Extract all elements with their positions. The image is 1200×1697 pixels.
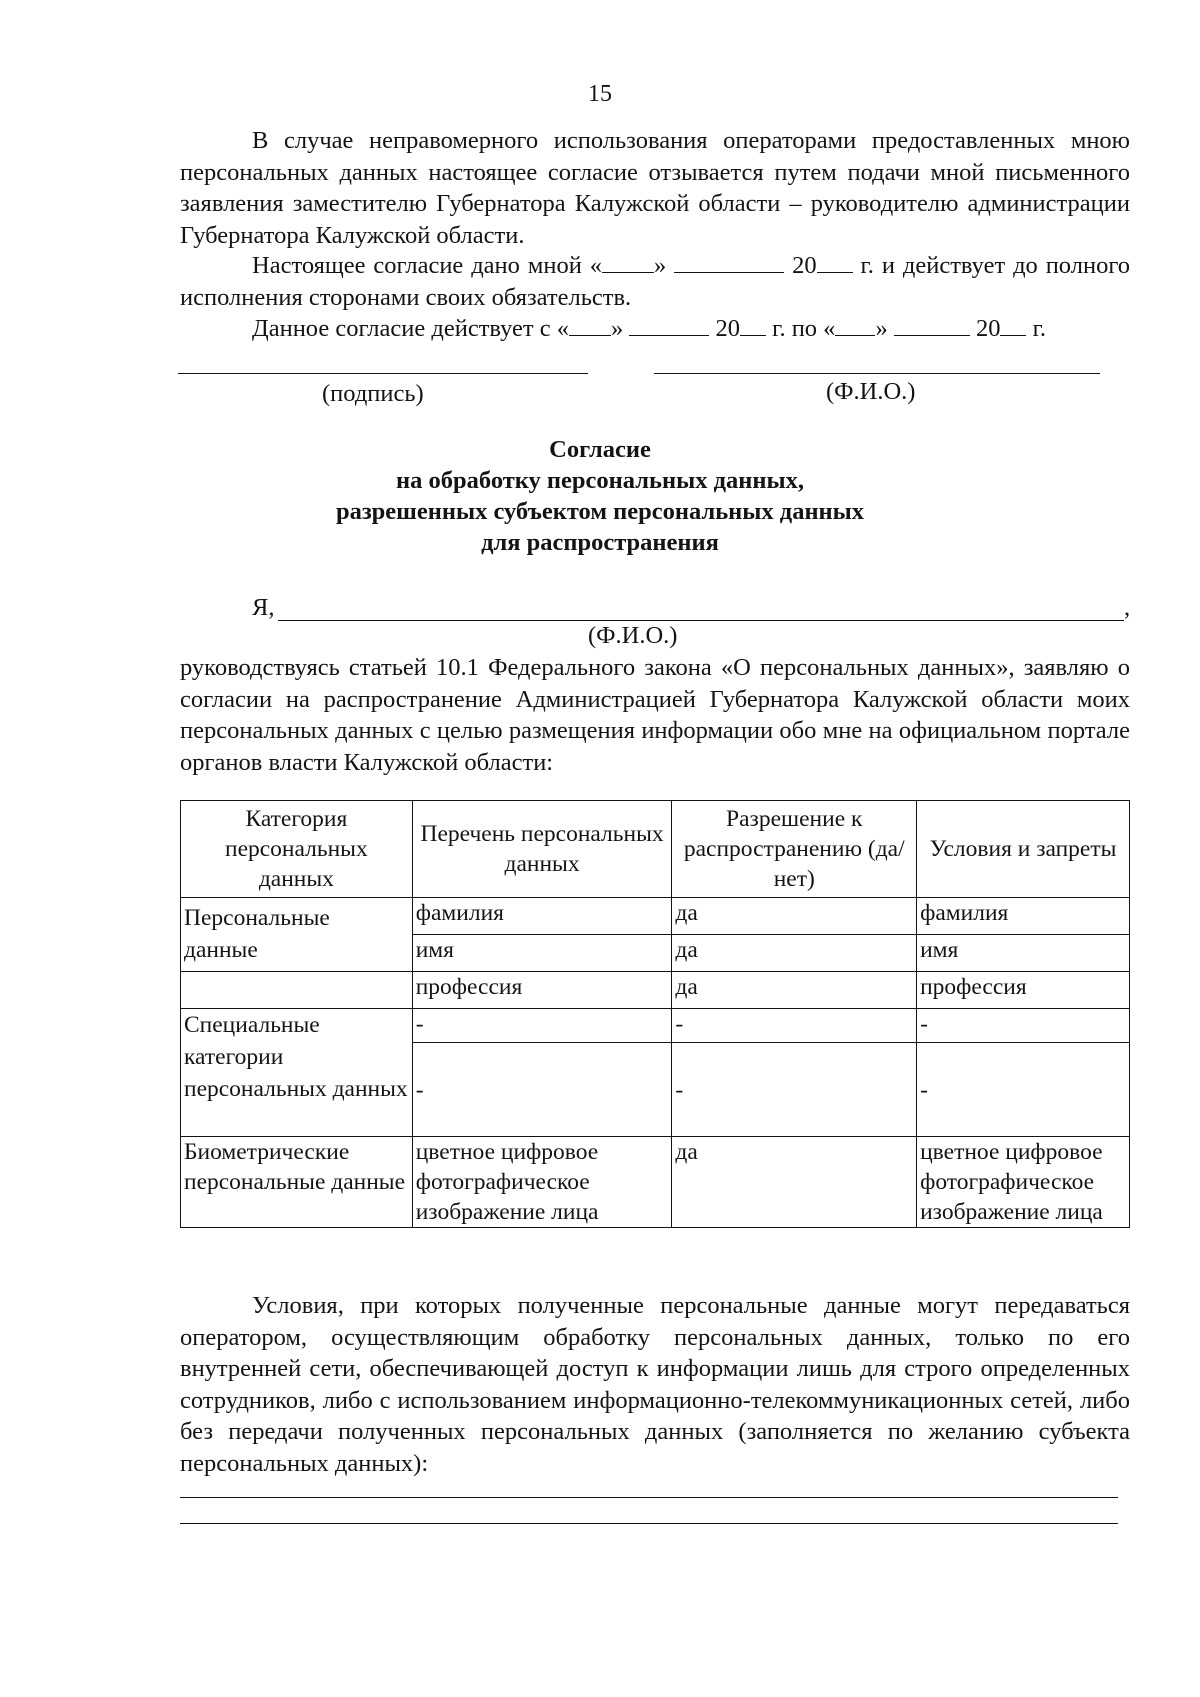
from-year-blank xyxy=(740,315,766,336)
title-line-1: Согласие xyxy=(549,436,651,463)
title-line-4: для распространения xyxy=(481,529,719,556)
conditions-paragraph: Условия, при которых полученные персональные данные могут передаваться оператором, осуществляющим обработку персональных данных, только по его внутренней сети, обеспечивающей доступ к информации лишь для строго определенных сотрудников, либо с использованием информационно-телекоммуникационных сетей, либо без передачи полученных персональных данных (заполняется по желанию субъекта персональных данных): xyxy=(180,1292,1130,1477)
consent-date-paragraph xyxy=(180,250,1130,313)
year-blank xyxy=(817,252,853,273)
category-biometric: Биометрические персональные данные xyxy=(181,1137,413,1228)
ya-label: Я, xyxy=(252,594,275,621)
fill-line-2 xyxy=(180,1523,1118,1524)
empty-category-cell xyxy=(181,972,413,1009)
page-number: 15 xyxy=(588,81,612,107)
conditions-cell: - xyxy=(917,1009,1130,1043)
day-blank xyxy=(602,252,654,273)
category-personal: Персональные данные xyxy=(181,898,413,972)
fio-fill-line xyxy=(278,620,1124,621)
permission-cell: - xyxy=(672,1043,917,1137)
list-cell: фамилия xyxy=(412,898,672,935)
from-month-blank xyxy=(629,315,709,336)
conditions-cell: профессия xyxy=(917,972,1130,1009)
signature-caption: (подпись) xyxy=(322,380,424,407)
month-blank xyxy=(674,252,784,273)
list-cell: цветное цифровое фотографическое изображение лица xyxy=(412,1137,672,1228)
table-header-row xyxy=(181,801,1130,898)
list-cell: имя xyxy=(412,935,672,972)
conditions-cell: фамилия xyxy=(917,898,1130,935)
permission-cell: да xyxy=(672,898,917,935)
validity-text-mid5: 20 xyxy=(975,315,1001,342)
permission-cell: - xyxy=(672,1009,917,1043)
validity-text-mid1: » xyxy=(611,315,624,342)
consent-date-text-mid1: » xyxy=(654,252,667,279)
conditions-cell: цветное цифровое фотографическое изображение лица xyxy=(917,1137,1130,1228)
table-row xyxy=(181,898,1130,935)
validity-paragraph xyxy=(180,313,1130,345)
table-row xyxy=(181,972,1130,1009)
conditions-cell: имя xyxy=(917,935,1130,972)
header-category: Категория персональных данных xyxy=(181,801,413,898)
title-line-2: на обработку персональных данных, xyxy=(396,467,804,494)
table-row xyxy=(181,1009,1130,1043)
validity-text-end: г. xyxy=(1032,315,1046,342)
table-row xyxy=(181,1137,1130,1228)
revocation-paragraph: В случае неправомерного использования операторами предоставленных мною персональных данных настоящее согласие отзывается путем подачи мной письменного заявления заместителю Губернатора Калужской области – руководителю администрации Губернатора Калужской области. xyxy=(180,127,1130,249)
list-cell: - xyxy=(412,1009,672,1043)
fio-signature-line xyxy=(654,373,1100,374)
to-day-blank xyxy=(835,315,875,336)
category-special: Специальные категории персональных данных xyxy=(181,1009,413,1137)
title-line-3: разрешенных субъектом персональных данных xyxy=(335,498,865,525)
permission-cell: да xyxy=(672,1137,917,1228)
to-month-blank xyxy=(894,315,970,336)
fio-caption: (Ф.И.О.) xyxy=(826,378,916,405)
header-list: Перечень персональных данных xyxy=(412,801,672,898)
header-permission: Разрешение к распространению (да/нет) xyxy=(672,801,917,898)
fill-line-1 xyxy=(180,1497,1118,1498)
personal-data-table xyxy=(180,800,1130,1228)
list-cell: профессия xyxy=(412,972,672,1009)
document-title xyxy=(0,434,1200,558)
ya-comma: , xyxy=(1124,594,1131,621)
validity-text-mid3: г. по « xyxy=(772,315,836,342)
from-day-blank xyxy=(569,315,611,336)
permission-cell: да xyxy=(672,935,917,972)
consent-date-text-mid2: 20 xyxy=(792,252,817,279)
consent-date-text-end: г. и действует до полного исполнения сторонами своих обязательств. xyxy=(180,252,1131,311)
validity-text-mid4: » xyxy=(875,315,888,342)
to-year-blank xyxy=(1000,315,1026,336)
permission-cell: да xyxy=(672,972,917,1009)
consent-date-text-start: Настоящее согласие дано мной « xyxy=(252,252,602,279)
conditions-cell: - xyxy=(917,1043,1130,1137)
validity-text-start: Данное согласие действует с « xyxy=(252,315,570,342)
signature-line xyxy=(178,373,588,374)
validity-text-mid2: 20 xyxy=(715,315,741,342)
declaration-fio-caption: (Ф.И.О.) xyxy=(588,622,678,649)
list-cell: - xyxy=(412,1043,672,1137)
header-conditions: Условия и запреты xyxy=(917,801,1130,898)
declaration-paragraph: руководствуясь статьей 10.1 Федерального закона «О персональных данных», заявляю о согласии на распространение Администрацией Губернатора Калужской области моих персональных данных с целью размещения информации обо мне на официальном портале органов власти Калужской области: xyxy=(180,654,1130,776)
